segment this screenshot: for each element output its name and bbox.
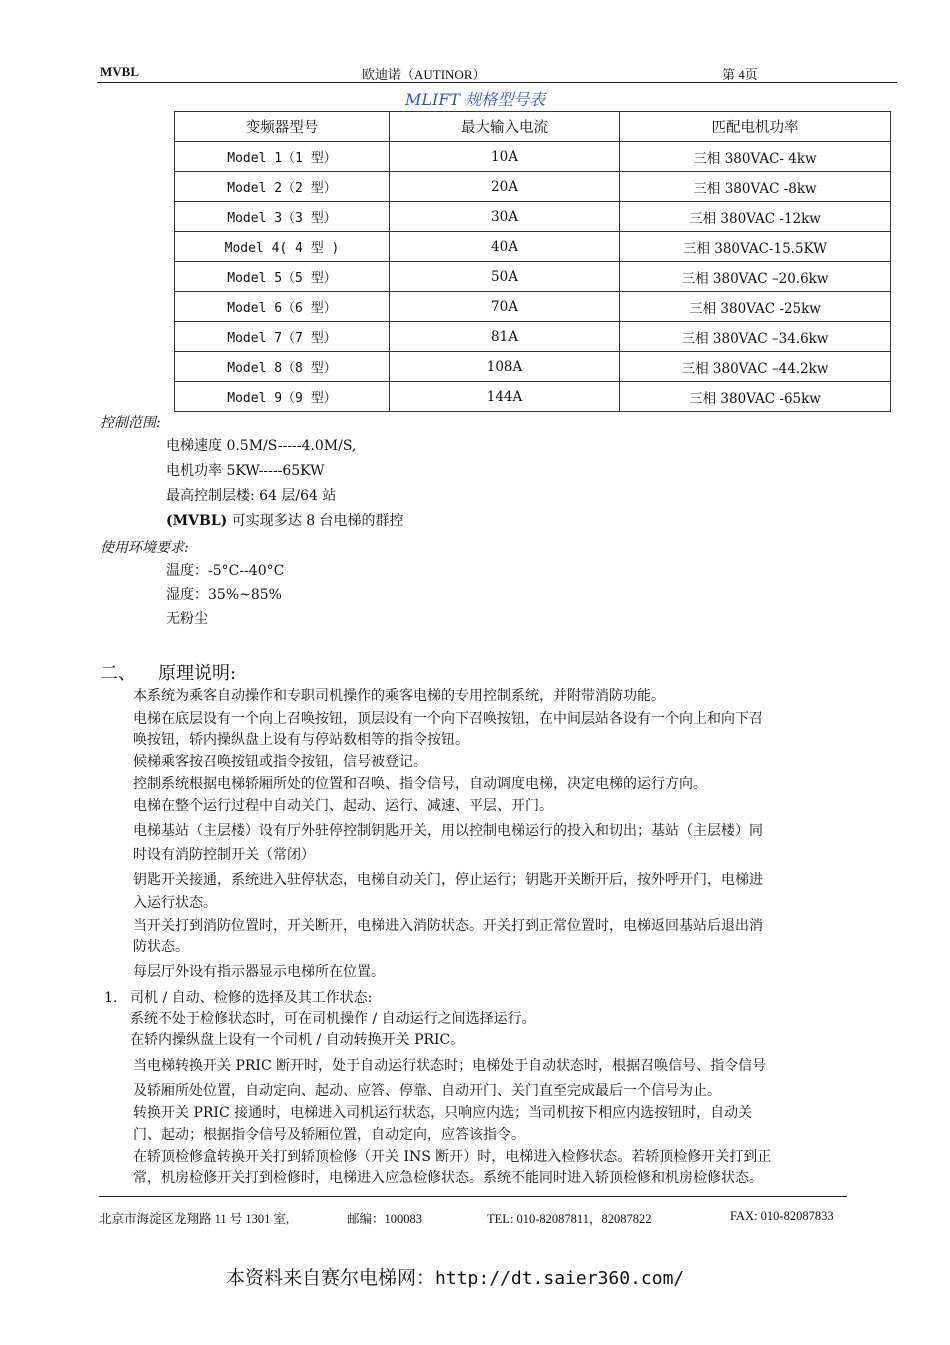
paragraph-line: 本系统为乘客自动操作和专职司机操作的乘客电梯的专用控制系统，并附带消防功能。 <box>133 688 665 704</box>
paragraph-line: 转换开关 PRIC 接通时，电梯进入司机运行状态，只响应内选；当司机按下相应内选按钮时，自动关 <box>133 1105 753 1121</box>
source-line <box>226 1263 684 1290</box>
table-row <box>175 322 891 352</box>
table-header-row <box>175 112 891 142</box>
source-label: 本资料来自赛尔电梯网： <box>226 1267 436 1289</box>
header-rule <box>97 82 897 83</box>
column-header: 最大输入电流 <box>390 112 620 142</box>
table-cell: 三相 380VAC –34.6kw <box>620 322 891 352</box>
footer-address: 北京市海淀区龙翔路 11 号 1301 室, <box>99 1212 290 1226</box>
table-row <box>175 202 891 232</box>
table-cell: 三相 380VAC –44.2kw <box>620 352 891 382</box>
control-range-item: 电机功率 5KW-----65KW <box>166 463 325 479</box>
table-cell: Model 9（9 型） <box>175 382 390 412</box>
group-control-line <box>166 511 404 531</box>
page-number: 第 4页 <box>722 67 758 82</box>
table-cell: 三相 380VAC -12kw <box>620 202 891 232</box>
section-number: 二、 <box>100 663 136 684</box>
footer-fax: FAX: 010-82087833 <box>730 1209 834 1223</box>
paragraph-line: 候梯乘客按召唤按钮或指令按钮，信号被登记。 <box>133 754 427 770</box>
table-cell: 10A <box>390 142 620 172</box>
paragraph-line: 门、起动；根据指令信号及轿厢位置，自动定向，应答该指令。 <box>133 1127 525 1143</box>
spec-table <box>174 111 891 412</box>
control-range-heading: 控制范围: <box>100 415 161 431</box>
footer-tel: TEL: 010-82087811，82087822 <box>487 1212 652 1226</box>
footer-postcode: 邮编：100083 <box>347 1212 423 1226</box>
table-cell: 50A <box>390 262 620 292</box>
table-cell: 70A <box>390 292 620 322</box>
paragraph-line: 当电梯转换开关 PRIC 断开时，处于自动运行状态时；电梯处于自动状态时，根据召唤信号、指令信号 <box>133 1058 767 1074</box>
table-cell: 20A <box>390 172 620 202</box>
table-cell: Model 6（6 型） <box>175 292 390 322</box>
table-title: MLIFT 规格型号表 <box>405 90 546 109</box>
paragraph-line: 钥匙开关接通，系统进入驻停状态，电梯自动关门，停止运行；钥匙开关断开后，按外呼开门，电梯进 <box>133 872 763 888</box>
table-row <box>175 382 891 412</box>
paragraph-line: 电梯在底层设有一个向上召唤按钮，顶层设有一个向下召唤按钮，在中间层站各设有一个向上和向下召 <box>133 711 763 727</box>
subsection-number: 1. <box>104 990 118 1006</box>
source-url[interactable]: http://dt.saier360.com/ <box>435 1268 685 1289</box>
table-cell: Model 1（1 型） <box>175 142 390 172</box>
table-row <box>175 352 891 382</box>
header-center: 欧迪诺（AUTINOR） <box>362 67 486 82</box>
paragraph-line: 时设有消防控制开关（常闭） <box>133 847 315 863</box>
paragraph-line: 电梯基站（主层楼）设有厅外驻停控制钥匙开关，用以控制电梯运行的投入和切出；基站（主层楼）同 <box>133 823 763 839</box>
paragraph-line: 电梯在整个运行过程中自动关门、起动、运行、减速、平层、开门。 <box>133 798 553 814</box>
subsection-title: 司机 / 自动、检修的选择及其工作状态: <box>130 990 373 1006</box>
table-cell: 三相 380VAC –20.6kw <box>620 262 891 292</box>
paragraph-line: 唤按钮，轿内操纵盘上设有与停站数相等的指令按钮。 <box>133 732 469 748</box>
table-cell: Model 3（3 型） <box>175 202 390 232</box>
paragraph-line: 系统不处于检修状态时，可在司机操作 / 自动运行之间选择运行。 <box>130 1011 536 1027</box>
table-cell: 三相 380VAC -8kw <box>620 172 891 202</box>
environment-item: 无粉尘 <box>166 611 208 627</box>
table-row <box>175 142 891 172</box>
table-cell: 144A <box>390 382 620 412</box>
table-row <box>175 292 891 322</box>
group-control-text: 可实现多达 8 台电梯的群控 <box>227 513 404 529</box>
table-cell: Model 5（5 型） <box>175 262 390 292</box>
table-cell: Model 2（2 型） <box>175 172 390 202</box>
column-header: 变频器型号 <box>175 112 390 142</box>
paragraph-line: 控制系统根据电梯轿厢所处的位置和召唤、指令信号，自动调度电梯，决定电梯的运行方向。 <box>133 776 707 792</box>
paragraph-line: 入运行状态。 <box>133 895 217 911</box>
paragraph-line: 在轿内操纵盘上设有一个司机 / 自动转换开关 PRIC。 <box>130 1032 465 1048</box>
paragraph-line: 每层厅外设有指示器显示电梯所在位置。 <box>133 964 385 980</box>
table-cell: 30A <box>390 202 620 232</box>
table-cell: 三相 380VAC-15.5KW <box>620 232 891 262</box>
control-range-item: 电梯速度 0.5M/S-----4.0M/S, <box>166 438 357 454</box>
environment-heading: 使用环境要求: <box>100 540 189 556</box>
group-control-prefix: (MVBL) <box>166 513 228 529</box>
table-cell: Model 8（8 型） <box>175 352 390 382</box>
column-header: 匹配电机功率 <box>620 112 891 142</box>
environment-item: 湿度：35%~85% <box>166 587 282 603</box>
table-cell: Model 7（7 型） <box>175 322 390 352</box>
paragraph-line: 常，机房检修开关打到检修时，电梯进入应急检修状态。系统不能同时进入轿顶检修和机房检修状态。 <box>133 1170 763 1186</box>
footer-rule <box>99 1196 847 1197</box>
table-cell: 三相 380VAC- 4kw <box>620 142 891 172</box>
header-left: MVBL <box>100 64 139 79</box>
table-cell: 三相 380VAC -65kw <box>620 382 891 412</box>
section-title: 原理说明: <box>158 663 237 684</box>
table-cell: 三相 380VAC -25kw <box>620 292 891 322</box>
table-cell: 81A <box>390 322 620 352</box>
control-range-item: 最高控制层楼: 64 层/64 站 <box>166 488 337 504</box>
paragraph-line: 防状态。 <box>133 939 189 955</box>
table-row <box>175 262 891 292</box>
table-row <box>175 172 891 202</box>
table-cell: Model 4( 4 型 ) <box>175 232 390 262</box>
paragraph-line: 当开关打到消防位置时，开关断开，电梯进入消防状态。开关打到正常位置时，电梯返回基站后退出消 <box>133 918 763 934</box>
table-cell: 40A <box>390 232 620 262</box>
table-row <box>175 232 891 262</box>
paragraph-line: 在轿顶检修盒转换开关打到轿顶检修（开关 INS 断开）时，电梯进入检修状态。若轿顶检修开关打到正 <box>133 1149 772 1165</box>
environment-item: 温度：-5°C--40°C <box>166 563 285 579</box>
table-cell: 108A <box>390 352 620 382</box>
paragraph-line: 及轿厢所处位置，自动定向、起动、应答、停靠、自动开门、关门直至完成最后一个信号为止。 <box>133 1083 721 1099</box>
